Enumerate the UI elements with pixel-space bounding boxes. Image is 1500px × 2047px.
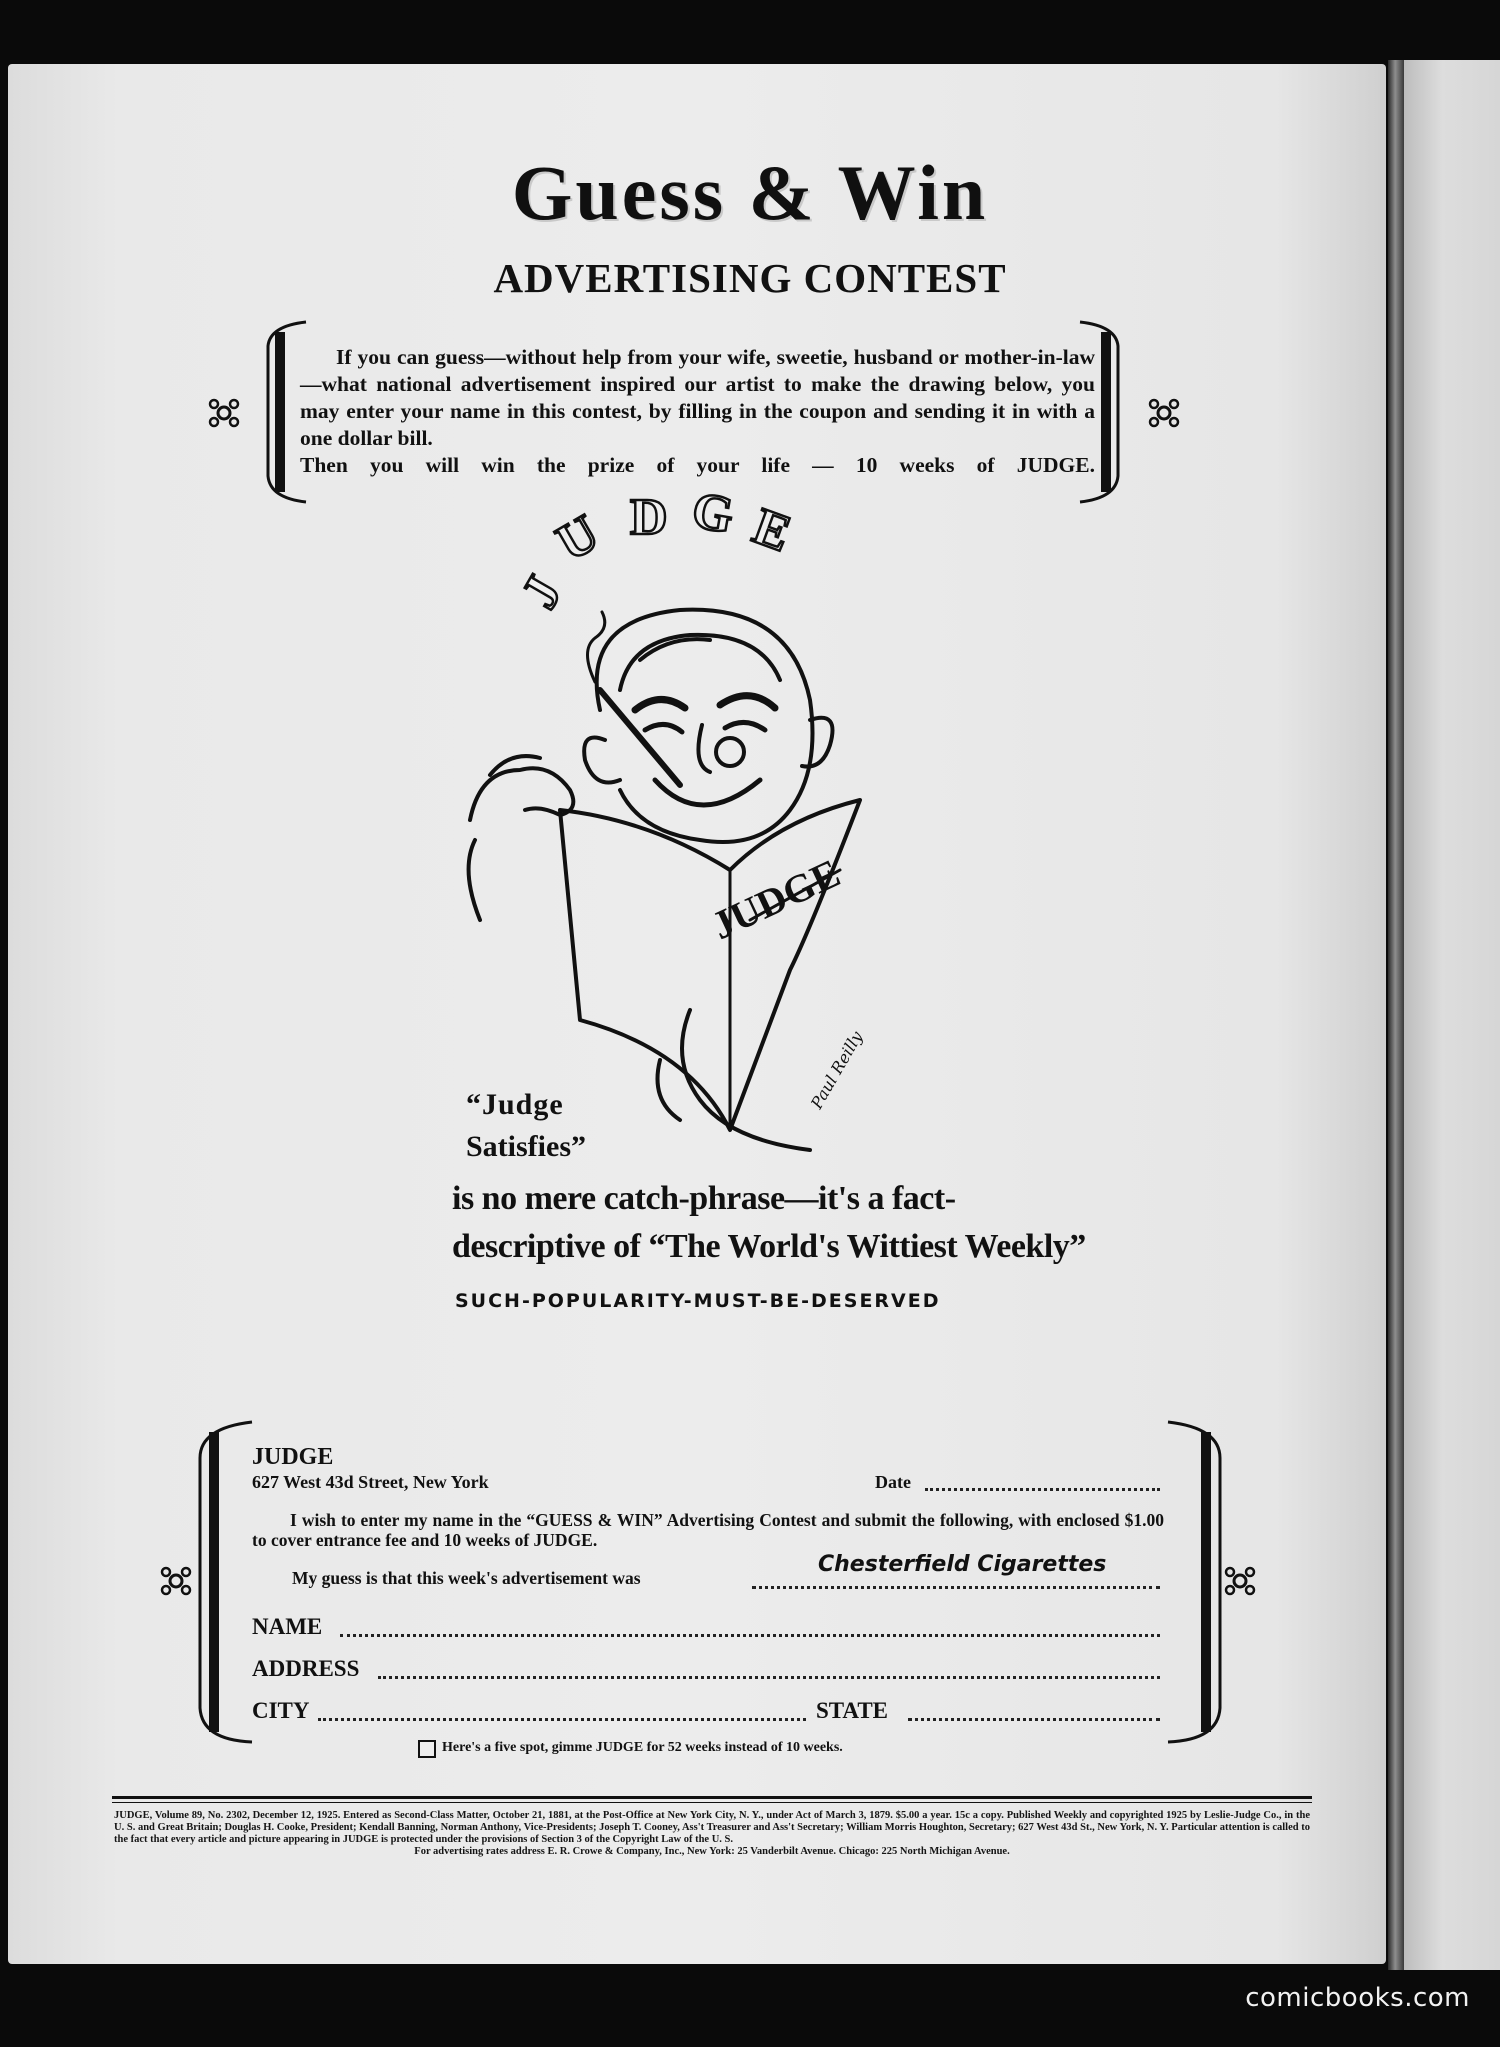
publication-notice-text: JUDGE, Volume 89, No. 2302, December 12, 1925. Entered as Second-Class Matter, October 21, 1881, at the Post-Office at New York City, N. Y., under Act of March 3, 1879. $5.00 a year. 15c a copy. Published Weekly and copyrighted 1925 by Leslie-Judge Co., in the U. S. and Great Britain; Douglas H. Cooke, President; Kendall Banning, Norman Anthony, Vice-Presidents; Joseph T. Cooney, Ass't Treasurer and Ass't Secretary; William Morris Houghton, Secretary; 627 West 43d St., New York, N. Y. Particular attention is called to the fact that every article and picture appearing in JUDGE is protected under the provisions of Section 3 of the Copyright Law of the U. S.: [114, 1810, 1310, 1845]
page-subtitle: ADVERTISING CONTEST: [493, 255, 1007, 301]
coupon-address: 627 West 43d Street, New York: [252, 1472, 489, 1492]
name-field[interactable]: [340, 1634, 1160, 1637]
magazine-cover-title: JUDGE: [704, 850, 847, 949]
coupon-right-ornament-icon: [1222, 1562, 1258, 1600]
intro-body: If you can guess—without help from your wife, sweetie, husband or mother-in-law—what national advertisement inspired our artist to make the drawing below, you may enter your name in this contest, by filling in the coupon and sending it in with a one dollar bill.: [300, 345, 1095, 450]
advertising-rates-line: For advertising rates address E. R. Crowe & Company, Inc., New York: 25 Vanderbilt Avenue. Chicago: 225 North Michigan Avenue.: [414, 1846, 1010, 1857]
footer-rule-thin: [112, 1802, 1312, 1803]
city-label: CITY: [252, 1698, 310, 1723]
tagline-judge: “Judge: [466, 1088, 564, 1121]
artist-signature: Paul Reilly: [807, 1028, 867, 1112]
guess-label: My guess is that this week's advertisement was: [292, 1568, 641, 1588]
floating-letter-j: J: [511, 566, 574, 618]
floating-letter-e: E: [745, 497, 798, 564]
address-label: ADDRESS: [252, 1656, 360, 1681]
state-label: STATE: [816, 1698, 889, 1723]
address-field[interactable]: [378, 1676, 1160, 1679]
left-ornament-icon: [206, 394, 242, 432]
tagline-wittiest-weekly: descriptive of “The World's Wittiest Weekly”: [452, 1228, 1086, 1265]
intro-paragraph: [300, 344, 1095, 479]
state-field[interactable]: [908, 1718, 1160, 1721]
date-label: Date: [875, 1472, 911, 1492]
floating-letter-g: G: [687, 481, 738, 545]
city-field[interactable]: [318, 1718, 806, 1721]
coupon-left-ornament-icon: [158, 1562, 194, 1600]
facing-page-edge: [1404, 60, 1500, 1970]
guess-answer: Chesterfield Cigarettes: [818, 1552, 1107, 1577]
tagline-catch-phrase: is no mere catch-phrase—it's a fact-: [452, 1180, 956, 1217]
right-ornament-icon: [1146, 394, 1182, 432]
watermark: comicbooks.com: [1245, 1983, 1470, 2013]
checkbox-label: Here's a five spot, gimme JUDGE for 52 weeks instead of 10 weeks.: [442, 1740, 843, 1755]
guess-field[interactable]: [752, 1586, 1160, 1589]
coupon-heading: JUDGE: [252, 1444, 334, 1470]
tagline-popularity: SUCH-POPULARITY-MUST-BE-DESERVED: [455, 1290, 941, 1312]
intro-last-line: Then you will win the prize of your life — 10 weeks of JUDGE.: [300, 453, 1095, 477]
fifty-two-weeks-checkbox[interactable]: [418, 1740, 436, 1758]
name-label: NAME: [252, 1614, 323, 1639]
coupon-paragraph: I wish to enter my name in the “GUESS & WIN” Advertising Contest and submit the following, with enclosed $1.00 to cover entrance fee and 10 weeks of JUDGE.: [252, 1510, 1164, 1550]
book-spine: [1388, 60, 1404, 1970]
cartoon-illustration: [430, 481, 950, 1180]
date-field[interactable]: [925, 1488, 1160, 1491]
page-title: Guess & Win: [511, 149, 989, 236]
tagline-satisfies: Satisfies”: [466, 1130, 586, 1163]
publication-notice: [114, 1810, 1310, 1858]
footer-rule-top: [112, 1796, 1312, 1799]
floating-letter-d: D: [630, 489, 668, 546]
floating-letter-u: U: [547, 504, 609, 573]
